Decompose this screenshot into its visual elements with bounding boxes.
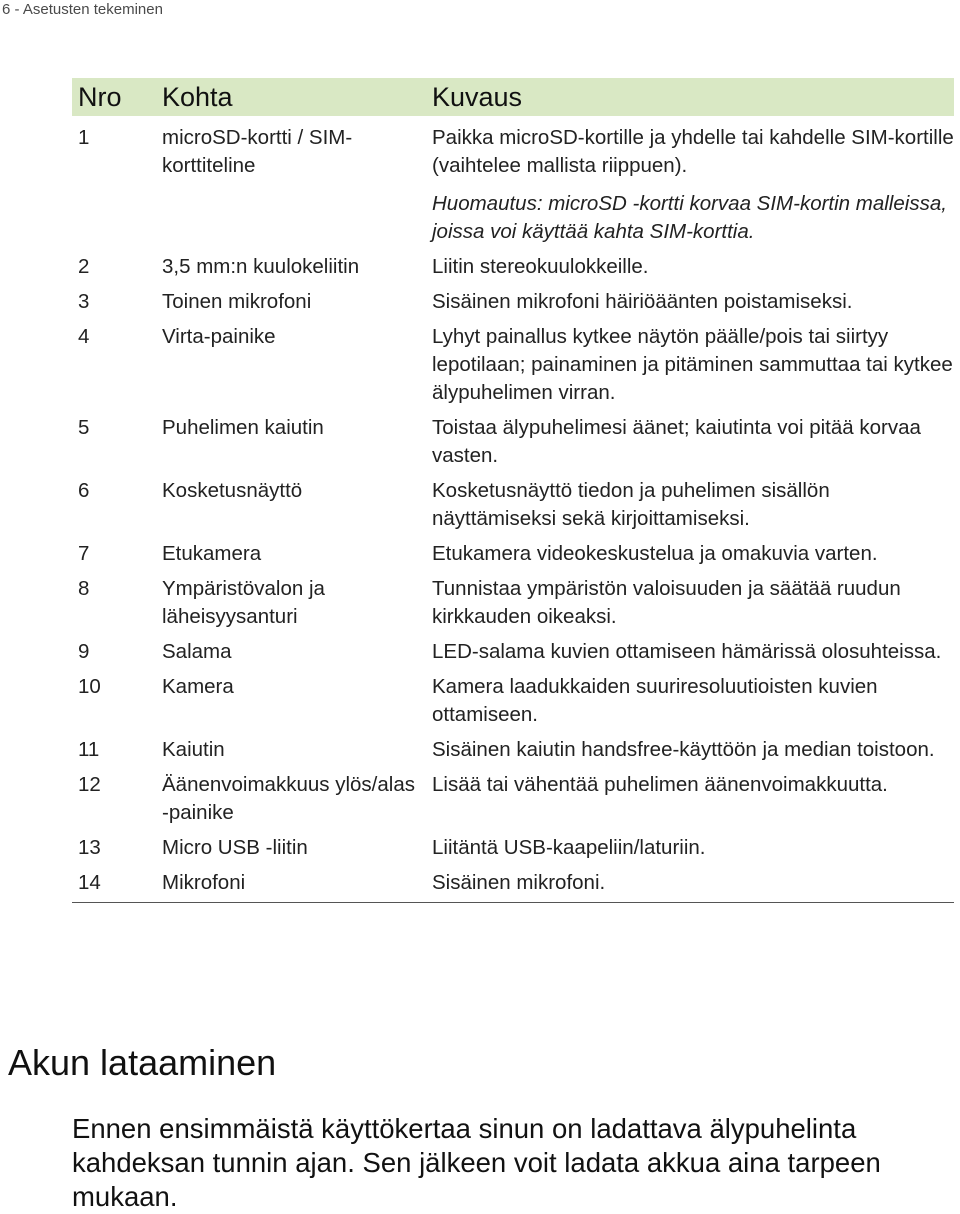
table-row [72,733,954,768]
row-number: 11 [78,738,100,761]
row-item: Mikrofoni [156,866,426,903]
row-description: Sisäinen mikrofoni. [426,866,954,903]
row-number: 9 [78,640,90,663]
row-item: Kosketusnäyttö [162,479,303,502]
table-row [72,831,954,866]
table-row [72,474,954,537]
row-description: Liitäntä USB-kaapeliin/laturiin. [432,836,706,859]
row-note: Huomautus: microSD -kortti korvaa SIM-kortin malleissa, joissa voi käyttää kahta SIM-korttia. [432,192,947,243]
row-item: Toinen mikrofoni [162,290,312,313]
row-description: Liitin stereokuulokkeille. [432,255,649,278]
row-number: 7 [78,542,90,565]
row-number: 3 [78,290,90,313]
row-item: Kaiutin [162,738,225,761]
row-number: 4 [78,325,90,348]
row-number: 13 [78,836,101,859]
row-description [426,116,954,250]
table-row [72,250,954,285]
row-description: Toistaa älypuhelimesi äänet; kaiutinta voi pitää korvaa vasten. [432,416,921,467]
row-number: 2 [78,255,90,278]
column-header-kuvaus: Kuvaus [426,78,954,116]
row-description: Lisää tai vähentää puhelimen äänenvoimakkuutta. [432,773,888,796]
row-description: Etukamera videokeskustelua ja omakuvia varten. [432,542,878,565]
row-item: Virta-painike [162,325,276,348]
row-item: Äänenvoimakkuus ylös/alas -painike [162,773,415,824]
table-row [72,768,954,831]
row-description: Kamera laadukkaiden suuriresoluutioisten kuvien ottamiseen. [432,675,878,726]
row-number: 14 [72,866,156,903]
table-row [72,285,954,320]
row-description: Lyhyt painallus kytkee näytön päälle/pois tai siirtyy lepotilaan; painaminen ja pitäminen sammuttaa tai kytkee älypuhelimen virran. [432,325,953,404]
row-item: Salama [162,640,232,663]
row-item: Kamera [162,675,234,698]
table-row [72,411,954,474]
table-row [72,866,954,903]
column-header-nro: Nro [72,78,156,116]
row-description: Kosketusnäyttö tiedon ja puhelimen sisällön näyttämiseksi sekä kirjoittamiseksi. [432,479,830,530]
row-item: 3,5 mm:n kuulokeliitin [162,255,360,278]
row-item: Ympäristövalon ja läheisyysanturi [162,577,325,628]
column-header-kohta: Kohta [156,78,426,116]
running-header: 6 - Asetusten tekeminen [2,1,163,18]
table-row [72,320,954,411]
row-number: 5 [78,416,90,439]
row-item: microSD-kortti / SIM-korttiteline [162,126,353,177]
row-item: Micro USB -liitin [162,836,308,859]
row-description: LED-salama kuvien ottamiseen hämärissä olosuhteissa. [432,640,942,663]
table-row [72,670,954,733]
row-description: Sisäinen kaiutin handsfree-käyttöön ja median toistoon. [432,738,935,761]
row-item: Etukamera [162,542,262,565]
row-number: 10 [78,675,101,698]
table-row [72,537,954,572]
row-description: Tunnistaa ympäristön valoisuuden ja säätää ruudun kirkkauden oikeaksi. [432,577,901,628]
component-table [72,78,954,903]
row-number: 12 [78,773,101,796]
row-item: Puhelimen kaiutin [162,416,324,439]
row-description: Sisäinen mikrofoni häiriöäänten poistamiseksi. [432,290,853,313]
table-row [72,635,954,670]
row-number: 8 [78,577,90,600]
section-body: Ennen ensimmäistä käyttökertaa sinun on ladattava älypuhelinta kahdeksan tunnin ajan. Sen jälkeen voit ladata akkua aina tarpeen mukaan. [72,1113,881,1212]
table-row [72,572,954,635]
table-header-row [72,78,954,116]
row-number: 6 [78,479,90,502]
table-row [72,116,954,250]
section-heading: Akun lataaminen [8,1042,277,1083]
row-number: 1 [78,126,90,149]
row-description-text: Paikka microSD-kortille ja yhdelle tai kahdelle SIM-kortille (vaihtelee mallista riippuen). [432,126,954,177]
